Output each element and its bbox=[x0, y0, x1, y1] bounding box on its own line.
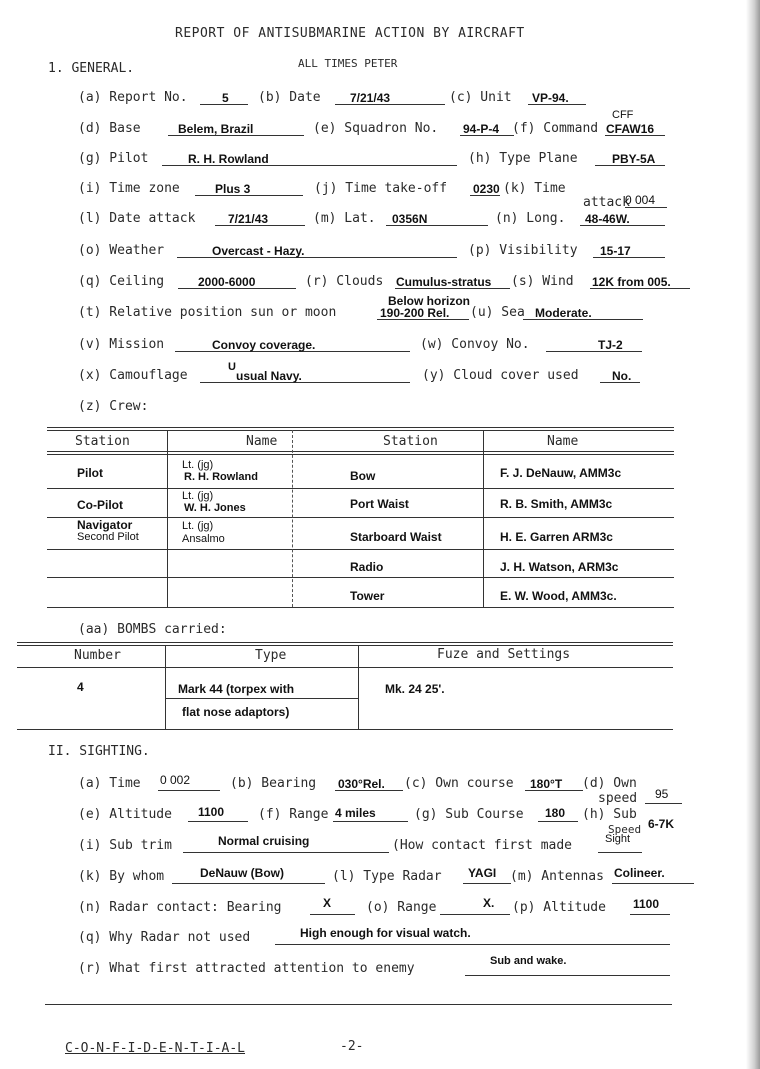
first-attracted-line bbox=[465, 975, 670, 976]
label-unit: (c) Unit bbox=[449, 90, 512, 105]
crew-col-1 bbox=[167, 430, 168, 607]
footer-rule bbox=[45, 1004, 672, 1005]
cloud-cover-value: No. bbox=[612, 369, 632, 383]
label-command: (f) Command bbox=[512, 121, 599, 136]
sub-speed-value: 6-7K bbox=[648, 817, 675, 831]
table-row-rank-2: Lt. (jg) bbox=[182, 490, 214, 502]
radar-bearing-value: X bbox=[323, 896, 332, 910]
wind-value: 12K from 005. bbox=[592, 275, 671, 289]
radar-range-value: X. bbox=[483, 896, 495, 910]
type-radar-value: YAGI bbox=[468, 866, 497, 880]
convoy-value: TJ-2 bbox=[598, 338, 623, 352]
bombs-table-top bbox=[17, 642, 673, 646]
clouds-value: Cumulus-stratus bbox=[396, 275, 492, 289]
table-row-station2-2: Port Waist bbox=[350, 497, 409, 511]
squadron-value: 94-P-4 bbox=[463, 122, 500, 136]
crew-table-bottom bbox=[47, 607, 674, 608]
table-row-station2-4: Radio bbox=[350, 560, 384, 574]
sun-moon-value: 190-200 Rel. bbox=[380, 306, 450, 320]
mission-value: Convoy coverage. bbox=[212, 338, 316, 352]
label-base: (d) Base bbox=[78, 121, 141, 136]
bombs-header-number: Number bbox=[74, 648, 121, 663]
label-cloud-cover: (y) Cloud cover used bbox=[422, 368, 579, 383]
label-time-attack: (k) Time bbox=[503, 181, 566, 196]
label-long: (n) Long. bbox=[495, 211, 566, 226]
radar-altitude-value: 1100 bbox=[633, 897, 660, 911]
crew-header-station-2: Station bbox=[383, 434, 438, 449]
label-by-whom: (k) By whom bbox=[78, 869, 165, 884]
label-bearing: (b) Bearing bbox=[230, 776, 317, 791]
label-own-speed: (d) Own bbox=[582, 776, 637, 791]
contact-first-value: Sight bbox=[605, 833, 631, 845]
label-type-radar: (l) Type Radar bbox=[332, 869, 442, 884]
label-attack-2: attack bbox=[583, 195, 630, 210]
general-heading: 1. GENERAL. bbox=[48, 61, 135, 76]
crew-rule-2 bbox=[47, 517, 674, 518]
attack-line bbox=[625, 207, 667, 208]
table-row-name2-1: F. J. DeNauw, AMM3c bbox=[500, 466, 622, 480]
label-sea: (u) Sea bbox=[470, 305, 525, 320]
label-antennas: (m) Antennas bbox=[510, 869, 604, 884]
takeoff-value: 0230 bbox=[473, 182, 500, 196]
ceiling-value: 2000-6000 bbox=[198, 275, 256, 289]
by-whom-line bbox=[172, 883, 325, 884]
camouflage-line bbox=[200, 382, 410, 383]
label-date-attack: (l) Date attack bbox=[78, 211, 196, 226]
antennas-value: Colineer. bbox=[614, 866, 665, 880]
radar-bearing-line bbox=[310, 914, 355, 915]
table-row-station2-5: Tower bbox=[350, 589, 385, 603]
bombs-table-bottom bbox=[17, 729, 673, 730]
visibility-value: 15-17 bbox=[600, 244, 631, 258]
label-ceiling: (q) Ceiling bbox=[78, 274, 165, 289]
label-visibility: (p) Visibility bbox=[468, 243, 578, 258]
label-sub-course: (g) Sub Course bbox=[414, 807, 524, 822]
label-radar-bearing: (n) Radar contact: Bearing bbox=[78, 900, 282, 915]
label-range: (f) Range bbox=[258, 807, 329, 822]
bombs-col-2 bbox=[358, 645, 359, 729]
table-row-station-3: Navigator bbox=[77, 518, 133, 532]
bombs-header-fuze: Fuze and Settings bbox=[437, 647, 571, 662]
label-sub-speed: (h) Sub bbox=[582, 807, 637, 822]
attack-time-value: 0 004 bbox=[625, 193, 656, 207]
scan-page-edge bbox=[746, 0, 760, 1069]
sight-time-value: 0 002 bbox=[160, 773, 191, 787]
lat-value: 0356N bbox=[392, 212, 428, 226]
weather-value: Overcast - Hazy. bbox=[212, 244, 305, 258]
crew-rule-4 bbox=[47, 577, 674, 578]
label-weather: (o) Weather bbox=[78, 243, 165, 258]
sub-course-value: 180 bbox=[545, 806, 566, 820]
camouflage-value: usual Navy. bbox=[236, 369, 302, 383]
bombs-type-line1: Mark 44 (torpex with bbox=[178, 682, 295, 696]
range-line bbox=[333, 821, 408, 822]
label-altitude: (e) Altitude bbox=[78, 807, 172, 822]
label-first-attracted: (r) What first attracted attention to enemy bbox=[78, 961, 415, 976]
crew-col-2 bbox=[292, 430, 293, 607]
long-value: 48-46W. bbox=[585, 212, 630, 226]
label-lat: (m) Lat. bbox=[313, 211, 376, 226]
table-row-station-1: Pilot bbox=[77, 466, 103, 480]
own-speed-line bbox=[645, 803, 682, 804]
table-row-name-3: Ansalmo bbox=[182, 533, 225, 545]
label-own-speed-2: speed bbox=[598, 791, 638, 806]
table-row-name2-3: H. E. Garren ARM3c bbox=[500, 530, 613, 544]
bombs-label: (aa) BOMBS carried: bbox=[78, 622, 227, 637]
altitude-value: 1100 bbox=[198, 805, 225, 819]
footer-page-number: -2- bbox=[340, 1039, 364, 1054]
label-time-takeoff: (j) Time take-off bbox=[314, 181, 448, 196]
date-attack-value: 7/21/43 bbox=[228, 212, 269, 226]
label-why-radar: (q) Why Radar not used bbox=[78, 930, 251, 945]
date-value: 7/21/43 bbox=[350, 91, 391, 105]
sea-value: Moderate. bbox=[535, 306, 592, 320]
times-note: ALL TIMES PETER bbox=[298, 57, 398, 70]
bombs-header-type: Type bbox=[255, 648, 287, 663]
bombs-number-value: 4 bbox=[77, 680, 84, 694]
label-own-course: (c) Own course bbox=[404, 776, 514, 791]
range-value: 4 miles bbox=[335, 806, 376, 820]
crew-rule-3 bbox=[47, 549, 674, 550]
camouflage-note: U bbox=[228, 361, 236, 373]
table-row-rank-3: Lt. (jg) bbox=[182, 520, 214, 532]
own-speed-value: 95 bbox=[655, 787, 669, 801]
command-note: CFF bbox=[612, 109, 634, 121]
sun-moon-note: Below horizon bbox=[388, 294, 470, 308]
crew-col-3 bbox=[483, 430, 484, 607]
label-radar-altitude: (p) Altitude bbox=[512, 900, 606, 915]
by-whom-value: DeNauw (Bow) bbox=[200, 866, 284, 880]
crew-header-rule-2 bbox=[47, 454, 674, 455]
table-row-name-1: R. H. Rowland bbox=[184, 471, 258, 483]
convoy-line bbox=[546, 351, 642, 352]
table-row-station-2: Co-Pilot bbox=[77, 498, 123, 512]
bearing-value: 030°Rel. bbox=[338, 777, 385, 791]
crew-header-name-1: Name bbox=[246, 434, 278, 449]
label-convoy-no: (w) Convoy No. bbox=[420, 337, 530, 352]
base-value: Belem, Brazil bbox=[178, 122, 254, 136]
label-sub-speed-2: Speed bbox=[608, 823, 642, 836]
sight-time-line bbox=[158, 790, 220, 791]
table-row-station2-1: Bow bbox=[350, 469, 376, 483]
sub-trim-line bbox=[183, 852, 389, 853]
pilot-value: R. H. Rowland bbox=[188, 152, 269, 166]
table-row-rank-1: Lt. (jg) bbox=[182, 459, 214, 471]
sub-trim-value: Normal cruising bbox=[218, 834, 310, 848]
type-radar-line bbox=[463, 883, 511, 884]
report-title: REPORT OF ANTISUBMARINE ACTION BY AIRCRAFT bbox=[175, 26, 525, 41]
report-no-value: 5 bbox=[222, 91, 229, 105]
first-attracted-value: Sub and wake. bbox=[490, 955, 567, 967]
crew-header-station-1: Station bbox=[75, 434, 130, 449]
label-sight-time: (a) Time bbox=[78, 776, 141, 791]
table-row-name2-5: E. W. Wood, AMM3c. bbox=[500, 589, 617, 603]
altitude-line bbox=[188, 821, 248, 822]
radar-range-line bbox=[440, 914, 510, 915]
table-row-name2-2: R. B. Smith, AMM3c bbox=[500, 497, 613, 511]
command-value: CFAW16 bbox=[606, 122, 655, 136]
bombs-col-1 bbox=[165, 645, 166, 729]
contact-first-line bbox=[598, 852, 642, 853]
label-radar-range: (o) Range bbox=[366, 900, 437, 915]
table-row-station-3b: Second Pilot bbox=[77, 531, 139, 543]
label-mission: (v) Mission bbox=[78, 337, 165, 352]
antennas-line bbox=[612, 883, 694, 884]
table-row-station2-3: Starboard Waist bbox=[350, 530, 442, 544]
label-sun-moon: (t) Relative position sun or moon bbox=[78, 305, 337, 320]
bombs-type-rule bbox=[165, 698, 358, 699]
crew-header-rule bbox=[47, 451, 674, 452]
why-radar-line bbox=[275, 944, 670, 945]
label-clouds: (r) Clouds bbox=[305, 274, 384, 289]
type-plane-value: PBY-5A bbox=[612, 152, 656, 166]
crew-table-top bbox=[47, 427, 674, 431]
label-contact-first: (How contact first made bbox=[392, 838, 573, 853]
time-zone-value: Plus 3 bbox=[215, 182, 251, 196]
crew-header-name-2: Name bbox=[547, 434, 579, 449]
label-time-zone: (i) Time zone bbox=[78, 181, 180, 196]
sub-course-line bbox=[538, 821, 578, 822]
crew-rule-1 bbox=[47, 488, 674, 489]
label-camouflage: (x) Camouflage bbox=[78, 368, 188, 383]
label-squadron-no: (e) Squadron No. bbox=[313, 121, 439, 136]
sighting-heading: II. SIGHTING. bbox=[48, 744, 150, 759]
bombs-fuze-value: Mk. 24 25'. bbox=[385, 682, 445, 696]
label-pilot: (g) Pilot bbox=[78, 151, 149, 166]
label-date: (b) Date bbox=[258, 90, 321, 105]
own-course-value: 180°T bbox=[530, 777, 563, 791]
why-radar-value: High enough for visual watch. bbox=[300, 926, 471, 940]
unit-value: VP-94. bbox=[532, 91, 569, 105]
radar-altitude-line bbox=[630, 914, 670, 915]
label-crew: (z) Crew: bbox=[78, 399, 149, 414]
bombs-header-rule bbox=[17, 667, 673, 668]
bombs-type-line2: flat nose adaptors) bbox=[182, 705, 290, 719]
footer-classification: C-O-N-F-I-D-E-N-T-I-A-L bbox=[65, 1041, 246, 1056]
label-wind: (s) Wind bbox=[511, 274, 574, 289]
label-sub-trim: (i) Sub trim bbox=[78, 838, 172, 853]
label-report-no: (a) Report No. bbox=[78, 90, 188, 105]
label-type-plane: (h) Type Plane bbox=[468, 151, 578, 166]
table-row-name2-4: J. H. Watson, ARM3c bbox=[500, 560, 619, 574]
table-row-name-2: W. H. Jones bbox=[184, 502, 246, 514]
